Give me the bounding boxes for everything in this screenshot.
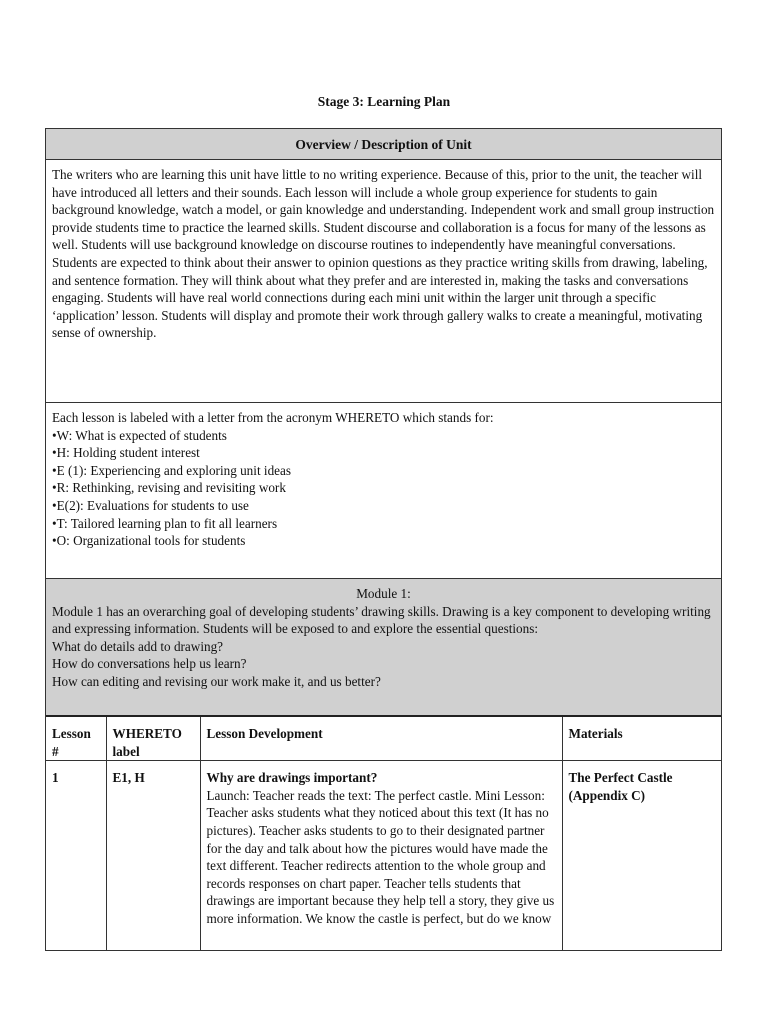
lesson-table-header-row bbox=[46, 717, 721, 761]
whereto-intro: Each lesson is labeled with a letter from the acronym WHERETO which stands for: bbox=[52, 410, 494, 425]
whereto-section bbox=[46, 403, 721, 579]
learning-plan-table bbox=[45, 128, 722, 951]
module-title: Module 1: bbox=[356, 586, 411, 601]
whereto-item-w: • W: What is expected of students bbox=[52, 427, 715, 445]
whereto-item-e2: • E(2): Evaluations for students to use bbox=[52, 497, 715, 515]
header-lesson-development: Lesson Development bbox=[200, 717, 562, 761]
overview-heading: Overview / Description of Unit bbox=[46, 129, 721, 160]
header-materials: Materials bbox=[562, 717, 721, 761]
header-whereto-label: WHERETO label bbox=[106, 717, 200, 761]
module-question: How can editing and revising our work make it, and us better? bbox=[52, 673, 381, 689]
whereto-item-e1: • E (1): Experiencing and exploring unit ideas bbox=[52, 462, 715, 480]
whereto-item-t: • T: Tailored learning plan to fit all learners bbox=[52, 515, 715, 533]
module-1-section bbox=[46, 579, 721, 717]
whereto-item-h: • H: Holding student interest bbox=[52, 444, 715, 462]
lesson-number: 1 bbox=[46, 761, 106, 950]
lesson-question: Why are drawings important? bbox=[206, 770, 378, 786]
page-title: Stage 3: Learning Plan bbox=[317, 94, 451, 109]
whereto-list bbox=[52, 427, 715, 550]
module-question: How do conversations help us learn? bbox=[52, 656, 247, 672]
whereto-item-o: • O: Organizational tools for students bbox=[52, 532, 715, 550]
lesson-description: Launch: Teacher reads the text: The perfect castle. Mini Lesson: Teacher asks students what they noticed about this text (It has no pictures). Teacher asks students to go to their designated partner for the day and talk about how the pictures would have made the text different. Teacher redirects attention to the whole group and records responses on chart paper. Teacher tells students that drawings are important because they help tell a story, they give us more information. We know the castle is perfect, but do we know bbox=[206, 787, 555, 926]
module-goal: Module 1 has an overarching goal of developing students’ drawing skills. Drawing is a key component to developing writing and expressing information. Students will be exposed to and explore the essential questions: bbox=[52, 603, 711, 637]
lesson-development bbox=[200, 761, 562, 950]
overview-description: The writers who are learning this unit have little to no writing experience. Because of this, prior to the unit, the teacher will have introduced all letters and their sounds. Each lesson will include a whole group experience for students to gain background knowledge, watch a model, or gain knowledge and understanding. Independent work and small group instruction provide students time to practice the learned skills. Student discourse and collaboration is a focus for many of the lessons as well. Students will use background knowledge on discourse routines to independently have meaningful conversations. Students are expected to think about their answer to opinion questions as they practice writing skills from drawing, labeling, and sentence formation. They will think about what they prefer and are interested in, making the tasks and conversations engaging. Students will have real world connections during each mini unit within the larger unit through a specific ‘application’ lesson. Students will display and promote their work through gallery walks to create a meaningful, motivating sense of ownership. bbox=[46, 160, 721, 403]
header-lesson-number: Lesson # bbox=[46, 717, 106, 761]
module-question: What do details add to drawing? bbox=[52, 638, 224, 654]
whereto-item-r: • R: Rethinking, revising and revisiting work bbox=[52, 479, 715, 497]
whereto-label: E1, H bbox=[106, 761, 200, 950]
table-row bbox=[46, 761, 721, 950]
lesson-materials: The Perfect Castle (Appendix C) bbox=[568, 770, 673, 803]
lesson-table bbox=[46, 717, 721, 950]
